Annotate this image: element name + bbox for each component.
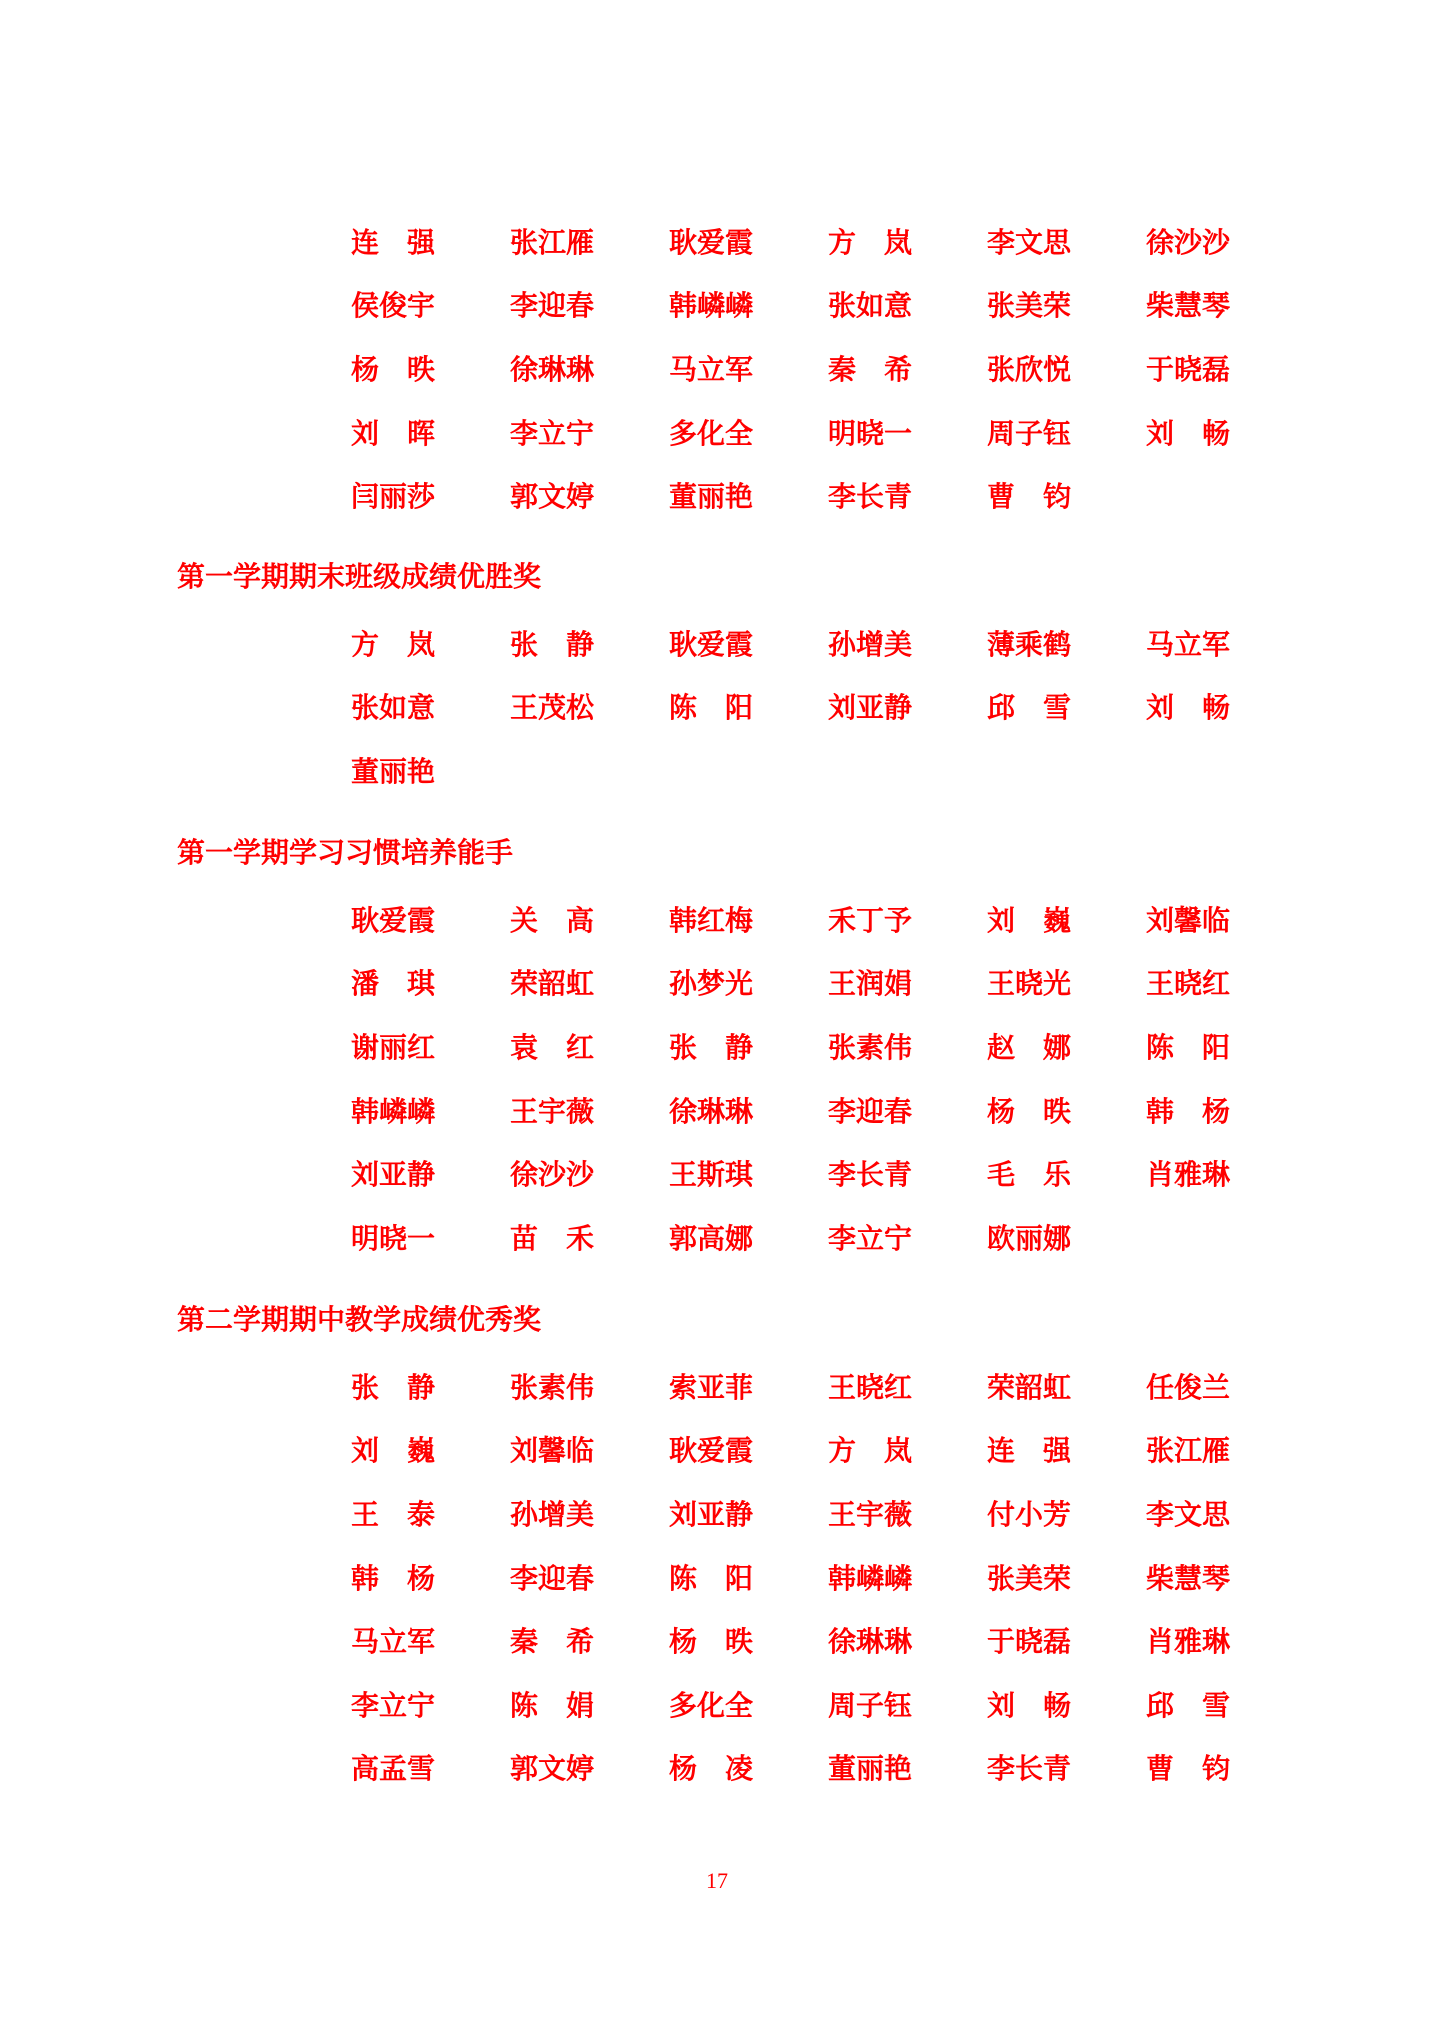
name-cell: 苗 禾 <box>510 1221 595 1255</box>
name-cell: 赵 娜 <box>987 1030 1072 1064</box>
name-cell: 柴慧琴 <box>1146 1561 1231 1595</box>
name-cell: 秦 希 <box>828 352 913 386</box>
name-cell: 李立宁 <box>351 1688 436 1722</box>
name-cell: 韩嶙嶙 <box>669 289 754 323</box>
name-cell: 张 静 <box>669 1030 754 1064</box>
name-cell: 荣韶虹 <box>510 967 595 1001</box>
name-cell: 李迎春 <box>510 1561 595 1595</box>
name-cell: 杨 昳 <box>669 1625 754 1659</box>
name-cell: 徐琳琳 <box>669 1094 754 1128</box>
section-title-semester1-final-class-award: 第一学期期末班级成绩优胜奖 <box>177 560 542 593</box>
name-cell: 禾丁予 <box>828 903 913 937</box>
name-cell: 曹 钧 <box>1146 1752 1231 1786</box>
name-cell: 郭文婷 <box>510 480 595 514</box>
name-cell: 张江雁 <box>510 225 595 259</box>
name-cell: 董丽艳 <box>669 480 754 514</box>
name-cell: 陈 阳 <box>1146 1030 1231 1064</box>
name-cell: 李迎春 <box>828 1094 913 1128</box>
name-cell: 李立宁 <box>828 1221 913 1255</box>
name-cell: 刘 畅 <box>1146 691 1231 725</box>
name-cell: 关 高 <box>510 903 595 937</box>
name-cell: 王宇薇 <box>510 1094 595 1128</box>
section-title-semester1-study-habits: 第一学期学习习惯培养能手 <box>177 836 514 869</box>
name-cell: 韩 杨 <box>1146 1094 1231 1128</box>
name-cell: 多化全 <box>669 1688 754 1722</box>
name-cell: 韩嶙嶙 <box>351 1094 436 1128</box>
name-cell: 刘亚静 <box>351 1158 436 1192</box>
name-cell: 邱 雪 <box>987 691 1072 725</box>
name-cell: 王润娟 <box>828 967 913 1001</box>
name-cell: 毛 乐 <box>987 1158 1072 1192</box>
name-cell: 李长青 <box>828 480 913 514</box>
name-cell: 欧丽娜 <box>987 1221 1072 1255</box>
name-cell: 张美荣 <box>987 1561 1072 1595</box>
name-list-semester1-final-class-award <box>351 613 1305 804</box>
name-cell: 连 强 <box>987 1434 1072 1468</box>
name-cell: 邱 雪 <box>1146 1688 1231 1722</box>
name-cell: 付小芳 <box>987 1497 1072 1531</box>
name-cell: 郭文婷 <box>510 1752 595 1786</box>
name-cell: 于晓磊 <box>1146 352 1231 386</box>
name-cell: 薄乘鹤 <box>987 627 1072 661</box>
name-cell: 刘亚静 <box>828 691 913 725</box>
name-cell: 李迎春 <box>510 289 595 323</box>
name-cell: 李立宁 <box>510 416 595 450</box>
name-cell: 李文思 <box>1146 1497 1231 1531</box>
name-cell: 张如意 <box>828 289 913 323</box>
name-cell: 明晓一 <box>828 416 913 450</box>
name-cell: 陈 阳 <box>669 1561 754 1595</box>
name-cell: 秦 希 <box>510 1625 595 1659</box>
name-cell: 耿爱霞 <box>351 903 436 937</box>
name-cell: 董丽艳 <box>351 754 436 788</box>
name-cell: 周子钰 <box>987 416 1072 450</box>
name-cell: 连 强 <box>351 225 436 259</box>
name-cell: 韩嶙嶙 <box>828 1561 913 1595</box>
name-cell: 孙增美 <box>510 1497 595 1531</box>
name-cell: 闫丽莎 <box>351 480 436 514</box>
name-cell: 徐琳琳 <box>510 352 595 386</box>
name-cell: 张江雁 <box>1146 1434 1231 1468</box>
name-cell: 马立军 <box>351 1625 436 1659</box>
name-cell: 王茂松 <box>510 691 595 725</box>
name-cell: 索亚菲 <box>669 1370 754 1404</box>
name-cell: 高孟雪 <box>351 1752 436 1786</box>
name-cell: 张欣悦 <box>987 352 1072 386</box>
name-cell: 张如意 <box>351 691 436 725</box>
name-cell: 陈 娟 <box>510 1688 595 1722</box>
name-cell: 张美荣 <box>987 289 1072 323</box>
name-cell: 王晓红 <box>1146 967 1231 1001</box>
name-cell: 方 岚 <box>351 627 436 661</box>
name-cell: 李文思 <box>987 225 1072 259</box>
name-cell: 耿爱霞 <box>669 627 754 661</box>
name-cell: 韩 杨 <box>351 1561 436 1595</box>
name-cell: 刘 晖 <box>351 416 436 450</box>
name-cell: 柴慧琴 <box>1146 289 1231 323</box>
name-cell: 郭高娜 <box>669 1221 754 1255</box>
name-cell: 刘 巍 <box>351 1434 436 1468</box>
name-cell: 王 泰 <box>351 1497 436 1531</box>
name-cell: 王斯琪 <box>669 1158 754 1192</box>
name-list-semester1-study-habits <box>351 889 1305 1271</box>
name-cell: 孙增美 <box>828 627 913 661</box>
name-cell: 杨 昳 <box>351 352 436 386</box>
name-cell: 侯俊宇 <box>351 289 436 323</box>
name-cell: 刘馨临 <box>1146 903 1231 937</box>
name-cell: 刘馨临 <box>510 1434 595 1468</box>
name-cell: 多化全 <box>669 416 754 450</box>
name-cell: 曹 钧 <box>987 480 1072 514</box>
name-cell: 耿爱霞 <box>669 1434 754 1468</box>
name-cell: 张素伟 <box>828 1030 913 1064</box>
name-cell: 袁 红 <box>510 1030 595 1064</box>
name-cell: 杨 凌 <box>669 1752 754 1786</box>
name-cell: 任俊兰 <box>1146 1370 1231 1404</box>
name-cell: 刘 巍 <box>987 903 1072 937</box>
name-cell: 徐沙沙 <box>510 1158 595 1192</box>
name-cell: 杨 昳 <box>987 1094 1072 1128</box>
name-cell: 方 岚 <box>828 225 913 259</box>
name-cell: 明晓一 <box>351 1221 436 1255</box>
name-cell: 张 静 <box>351 1370 436 1404</box>
name-cell: 李长青 <box>987 1752 1072 1786</box>
name-cell: 张素伟 <box>510 1370 595 1404</box>
name-cell: 谢丽红 <box>351 1030 436 1064</box>
name-cell: 徐琳琳 <box>828 1625 913 1659</box>
name-cell: 方 岚 <box>828 1434 913 1468</box>
name-cell: 肖雅琳 <box>1146 1158 1231 1192</box>
name-cell: 刘 畅 <box>1146 416 1231 450</box>
name-cell: 董丽艳 <box>828 1752 913 1786</box>
name-cell: 王宇薇 <box>828 1497 913 1531</box>
name-cell: 王晓红 <box>828 1370 913 1404</box>
name-cell: 陈 阳 <box>669 691 754 725</box>
name-list-semester2-midterm-teaching <box>351 1356 1305 1801</box>
name-cell: 耿爱霞 <box>669 225 754 259</box>
name-cell: 徐沙沙 <box>1146 225 1231 259</box>
name-cell: 马立军 <box>669 352 754 386</box>
name-cell: 于晓磊 <box>987 1625 1072 1659</box>
name-cell: 张 静 <box>510 627 595 661</box>
name-list-continued <box>351 211 1305 529</box>
name-cell: 刘 畅 <box>987 1688 1072 1722</box>
name-cell: 周子钰 <box>828 1688 913 1722</box>
name-cell: 李长青 <box>828 1158 913 1192</box>
name-cell: 王晓光 <box>987 967 1072 1001</box>
name-cell: 韩红梅 <box>669 903 754 937</box>
section-title-semester2-midterm-teaching: 第二学期期中教学成绩优秀奖 <box>177 1303 542 1336</box>
name-cell: 刘亚静 <box>669 1497 754 1531</box>
page-number: 17 <box>706 1868 728 1893</box>
name-cell: 孙梦光 <box>669 967 754 1001</box>
name-cell: 潘 琪 <box>351 967 436 1001</box>
name-cell: 肖雅琳 <box>1146 1625 1231 1659</box>
name-cell: 荣韶虹 <box>987 1370 1072 1404</box>
name-cell: 马立军 <box>1146 627 1231 661</box>
